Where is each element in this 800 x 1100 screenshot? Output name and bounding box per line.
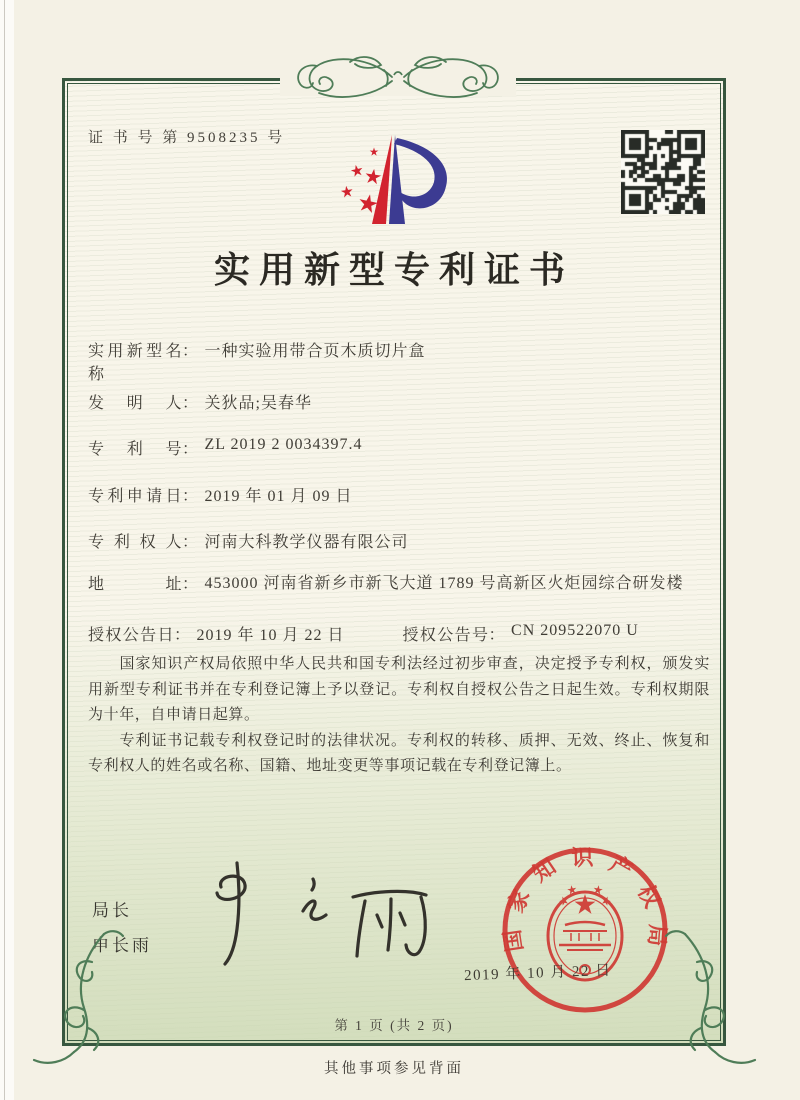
page-indicator: 第 1 页 (共 2 页): [334, 1018, 454, 1033]
field-row-address: [88, 571, 705, 596]
field-label: 实用新型名称: [88, 343, 182, 383]
field-value: ZL 2019 2 0034397.4: [204, 436, 363, 453]
legal-paragraph-1: 国家知识产权局依照中华人民共和国专利法经过初步审查，决定授予专利权，颁发实用新型专利证书并在专利登记簿上予以登记。专利权自授权公告之日起生效。专利权期限为十年，自申请日起算。: [88, 656, 710, 723]
dragon-scroll-ornament-icon: [280, 50, 516, 108]
field-label: 发明人: [88, 395, 182, 412]
legal-paragraph-2: 专利证书记载专利权登记时的法律状况。专利权的转移、质押、无效、终止、恢复和专利权人的姓名或名称、国籍、地址变更等事项记载在专利登记簿上。: [88, 732, 710, 774]
grant-date-label: 授权公告日: [88, 627, 174, 644]
field-label: 地址: [88, 576, 182, 593]
field-row-name: [88, 338, 426, 384]
field-row-grant: [88, 622, 639, 645]
colon: ：: [182, 488, 199, 505]
colon: ：: [182, 441, 199, 458]
certificate-number: 证 书 号 第 9508235 号: [88, 130, 286, 146]
field-value: 2019 年 01 月 09 日: [204, 488, 353, 505]
director-signature: [185, 853, 435, 971]
cnipa-logo-icon: [330, 131, 480, 237]
grant-no-value: CN 209522070 U: [511, 622, 639, 639]
scan-edge-line: [4, 0, 5, 1100]
official-seal: [497, 842, 673, 1018]
grant-no-label: 授权公告号: [402, 627, 489, 644]
colon: ：: [182, 534, 199, 551]
field-label: 专利权人: [88, 534, 182, 551]
colon: ：: [182, 576, 199, 593]
qr-code: [621, 130, 705, 214]
director-title: 局长: [92, 901, 132, 920]
field-value: 一种实验用带合页木质切片盒: [204, 343, 426, 360]
director-name: 申长雨: [92, 936, 152, 955]
colon: ：: [488, 627, 506, 644]
seal-date: 2019 年 10 月 22 日: [463, 962, 613, 985]
field-value: 关狄品;吴春华: [204, 395, 312, 412]
field-value: 河南大科教学仪器有限公司: [204, 534, 409, 551]
scan-edge: [0, 0, 14, 1100]
colon: ：: [174, 627, 191, 644]
back-note: 其他事项参见背面: [324, 1061, 464, 1077]
field-row-inventor: [88, 390, 312, 413]
legal-text: [88, 652, 710, 780]
corner-flourish-right-icon: [658, 928, 763, 1070]
field-row-filing-date: [88, 483, 353, 506]
field-label: 专利号: [88, 441, 182, 458]
seal-ring-text: 国家知识产权局: [499, 844, 671, 954]
field-row-patent-no: [88, 436, 362, 459]
field-value: 453000 河南省新乡市新飞大道 1789 号高新区火炬园综合研发楼: [204, 575, 684, 592]
colon: ：: [182, 343, 199, 360]
certificate-title: 实用新型专利证书: [213, 250, 574, 290]
field-label: 专利申请日: [88, 488, 182, 505]
corner-flourish-left-icon: [26, 928, 131, 1070]
field-row-patentee: [88, 529, 409, 552]
grant-date-value: 2019 年 10 月 22 日: [196, 627, 345, 644]
colon: ：: [182, 395, 199, 412]
